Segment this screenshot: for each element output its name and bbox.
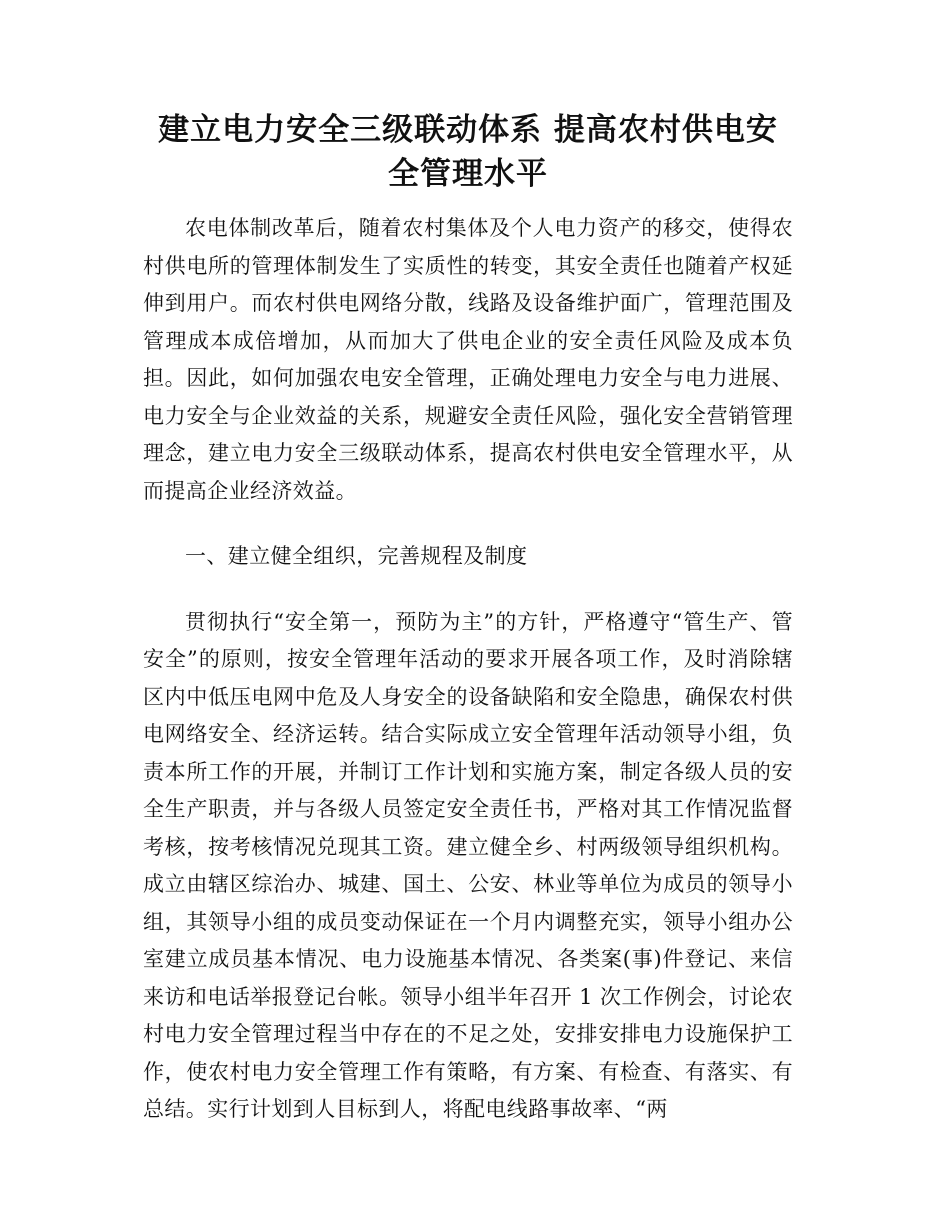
document-title: 建立电力安全三级联动体系 提高农村供电安全管理水平: [158, 112, 778, 192]
section-heading: 一、建立健全组织，完善规程及制度: [185, 544, 528, 568]
intro-paragraph: 农电体制改革后，随着农村集体及个人电力资产的移交，使得农村供电所的管理体制发生了实质性的转变，其安全责任也随着产权延伸到用户。而农村供电网络分散，线路及设备维护面广，管理范围及管理成本成倍增加，从而加大了供电企业的安全责任风险及成本负担。因此，如何加强农电安全管理，正确处理电力安全与电力进展、电力安全与企业效益的关系，规避安全责任风险，强化安全营销管理理念，建立电力安全三级联动体系，提高农村供电安全管理水平，从而提高企业经济效益。: [143, 216, 793, 503]
document-page: [143, 108, 793, 1129]
body-paragraph: 贯彻执行“安全第一，预防为主”的方针，严格遵守“管生产、管安全”的原则，按安全管理年活动的要求开展各项工作，及时消除辖区内中低压电网中危及人身安全的设备缺陷和安全隐患，确保农村供电网络安全、经济运转。结合实际成立安全管理年活动领导小组，负责本所工作的开展，并制订工作计划和实施方案，制定各级人员的安全生产职责，并与各级人员签定安全责任书，严格对其工作情况监督考核，按考核情况兑现其工资。建立健全乡、村两级领导组织机构。成立由辖区综治办、城建、国土、公安、林业等单位为成员的领导小组，其领导小组的成员变动保证在一个月内调整充实，领导小组办公室建立成员基本情况、电力设施基本情况、各类案(事)件登记、来信来访和电话举报登记台帐。领导小组半年召开 1 次工作例会，讨论农村电力安全管理过程当中存在的不足之处，安排安排电力设施保护工作，使农村电力安全管理工作有策略，有方案、有检查、有落实、有总结。实行计划到人目标到人，将配电线路事故率、“两: [143, 609, 793, 1121]
